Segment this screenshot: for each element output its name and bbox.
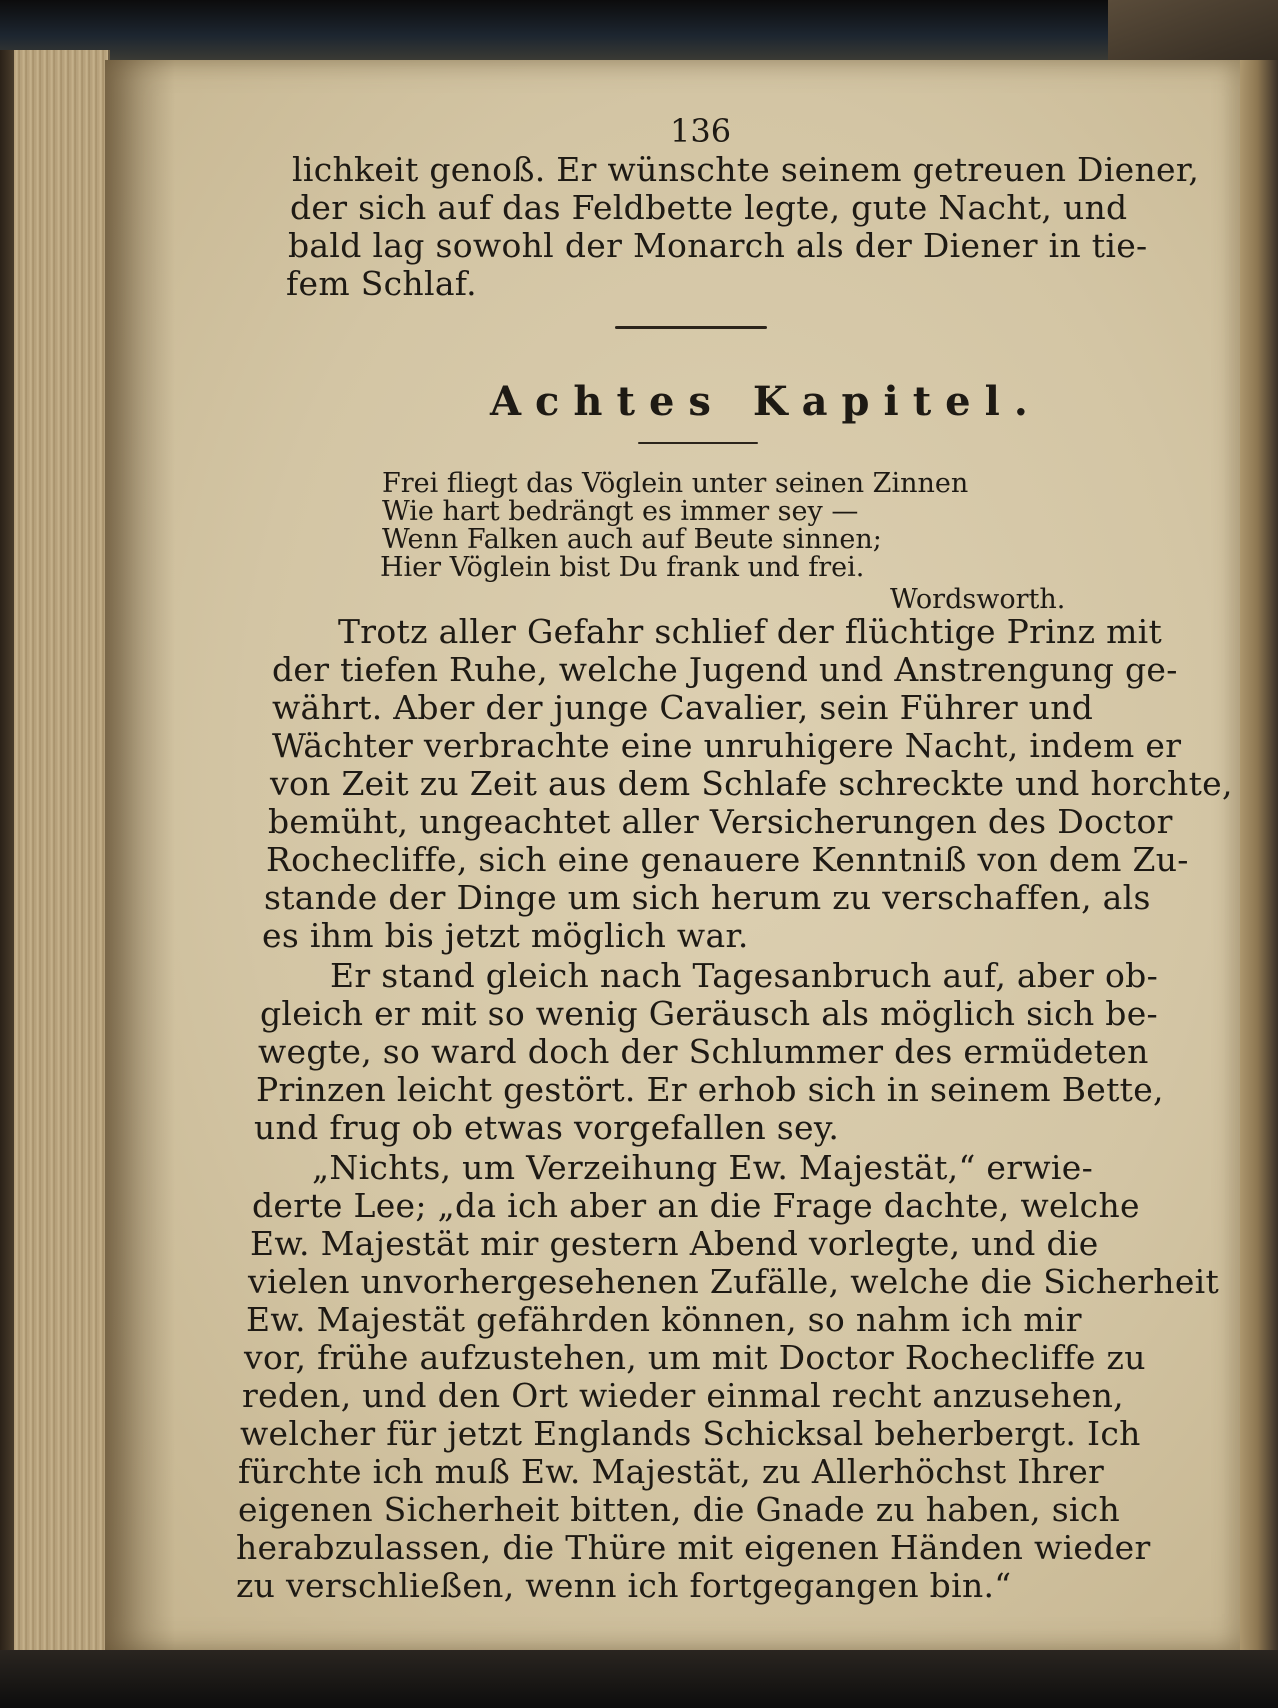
- paragraph-3-line-8: welcher für jetzt Englands Schicksal beherbergt. Ich: [240, 1414, 1141, 1453]
- top-paragraph-line-2: der sich auf das Feldbette legte, gute Nacht, und: [290, 188, 1128, 227]
- paragraph-3-line-3: Ew. Majestät mir gestern Abend vorlegte, und die: [250, 1224, 1099, 1263]
- epigraph-line-3: Wenn Falken auch auf Beute sinnen;: [382, 524, 882, 555]
- paragraph-1-line-6: bemüht, ungeachtet aller Versicherungen des Doctor: [268, 802, 1173, 841]
- page-edges-left: [0, 50, 110, 1660]
- heading-underline: [638, 442, 758, 444]
- paragraph-3-line-12: zu verschließen, wenn ich fortgegangen bin.“: [236, 1566, 1012, 1605]
- paragraph-1-line-7: Rochecliffe, sich eine genauere Kenntniß von dem Zu-: [266, 840, 1189, 879]
- top-paragraph-line-3: bald lag sowohl der Monarch als der Diener in tie-: [288, 226, 1148, 265]
- paragraph-1-line-5: von Zeit zu Zeit aus dem Schlafe schreckte und horchte,: [270, 764, 1233, 803]
- epigraph-line-2: Wie hart bedrängt es immer sey —: [382, 496, 859, 527]
- paragraph-1-line-1: Trotz aller Gefahr schlief der flüchtige Prinz mit: [338, 612, 1163, 651]
- page-number: 136: [670, 112, 732, 150]
- paragraph-3-line-2: derte Lee; „da ich aber an die Frage dachte, welche: [252, 1186, 1140, 1225]
- paragraph-3-line-5: Ew. Majestät gefährden können, so nahm ich mir: [246, 1300, 1082, 1339]
- paragraph-1-line-8: stande der Dinge um sich herum zu verschaffen, als: [264, 878, 1151, 917]
- gutter-shadow: [105, 60, 175, 1650]
- top-paragraph-line-1: lichkeit genoß. Er wünschte seinem getreuen Diener,: [292, 150, 1200, 189]
- book-cover-bottom: [0, 1650, 1278, 1708]
- paragraph-2-line-5: und frug ob etwas vorgefallen sey.: [254, 1108, 840, 1147]
- paragraph-2-line-2: gleich er mit so wenig Geräusch als möglich sich be-: [260, 994, 1159, 1033]
- paragraph-1-line-4: Wächter verbrachte eine unruhigere Nacht, indem er: [272, 726, 1182, 765]
- book-cover-left: [0, 50, 14, 1660]
- paragraph-2-line-1: Er stand gleich nach Tagesanbruch auf, aber ob-: [330, 956, 1159, 995]
- paragraph-3-line-9: fürchte ich muß Ew. Majestät, zu Allerhöchst Ihrer: [238, 1452, 1105, 1491]
- chapter-heading: Achtes Kapitel.: [490, 378, 1042, 425]
- paragraph-1-line-2: der tiefen Ruhe, welche Jugend und Anstrengung ge-: [272, 650, 1178, 689]
- paragraph-3-line-11: herabzulassen, die Thüre mit eigenen Händen wieder: [236, 1528, 1151, 1567]
- paragraph-1-line-9: es ihm bis jetzt möglich war.: [262, 916, 749, 955]
- section-divider: [615, 326, 767, 329]
- paragraph-3-line-6: vor, frühe aufzustehen, um mit Doctor Rochecliffe zu: [244, 1338, 1146, 1377]
- paragraph-3-line-7: reden, und den Ort wieder einmal recht anzusehen,: [242, 1376, 1124, 1415]
- top-paragraph-line-4: fem Schlaf.: [286, 264, 477, 303]
- epigraph-line-1: Frei fliegt das Vöglein unter seinen Zinnen: [382, 468, 969, 499]
- epigraph-line-4: Hier Vöglein bist Du frank und frei.: [380, 552, 865, 583]
- paragraph-3-line-10: eigenen Sicherheit bitten, die Gnade zu haben, sich: [238, 1490, 1121, 1529]
- paragraph-1-line-3: währt. Aber der junge Cavalier, sein Führer und: [272, 688, 1094, 727]
- paragraph-2-line-4: Prinzen leicht gestört. Er erhob sich in seinem Bette,: [256, 1070, 1164, 1109]
- book-cover-top: [0, 0, 1278, 60]
- paragraph-2-line-3: wegte, so ward doch der Schlummer des ermüdeten: [258, 1032, 1149, 1071]
- paragraph-3-line-1: „Nichts, um Verzeihung Ew. Majestät,“ erwie-: [312, 1148, 1094, 1187]
- epigraph-attribution: Wordsworth.: [890, 584, 1066, 615]
- paragraph-3-line-4: vielen unvorhergesehenen Zufälle, welche die Sicherheit: [248, 1262, 1220, 1301]
